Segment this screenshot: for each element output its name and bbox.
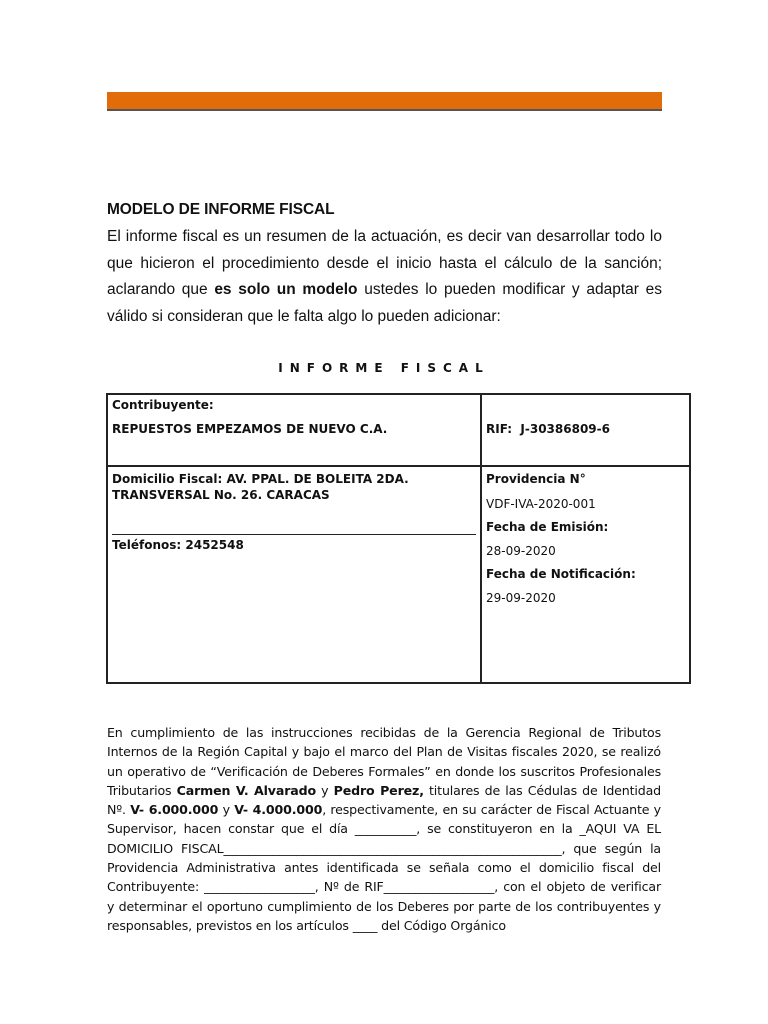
table-divider-left: [108, 465, 480, 467]
contribuyente-value: REPUESTOS EMPEZAMOS DE NUEVO C.A.: [112, 422, 388, 436]
intro-text-bold: es solo un modelo: [214, 281, 358, 298]
fecha-notificacion-label: Fecha de Notificación:: [486, 567, 636, 581]
domicilio-value-line2: TRANSVERSAL No. 26. CARACAS: [112, 488, 330, 502]
domicilio-line1: [112, 472, 409, 486]
telefonos-value: 2452548: [185, 538, 244, 552]
providencia-value: VDF-IVA-2020-001: [486, 497, 596, 511]
table-divider-right: [482, 465, 691, 467]
domicilio-label: Domicilio Fiscal:: [112, 472, 223, 486]
taxpayer-info-table: [106, 393, 691, 684]
rif-field: [486, 422, 610, 436]
table-divider-vertical: [480, 395, 482, 682]
body-text: , respectivamente, en su carácter de Fiscal Actuante y Supervisor, hacen constar que el día __________, se constituyeron en la _AQUI VA EL DOMICILIO FISCAL_______________________________________________________, que según la Providencia Administrativa antes identificada se señala como el domicilio fiscal del Contribuyente: __________________, Nº de RIF__________________, con el objeto de verificar y determinar el oportuno cumplimiento de los Deberes por parte de los contribuyentes y responsables, previstos en los artículos ____ del Código Orgánico: [107, 802, 661, 933]
intro-paragraph: [107, 224, 662, 330]
telefonos-field: [112, 538, 244, 552]
providencia-label: Providencia N°: [486, 472, 586, 486]
body-text: titulares de las Cédulas de Identidad Nº.: [107, 782, 662, 818]
report-heading: INFORME FISCAL: [278, 361, 490, 375]
domicilio-underline: [112, 534, 476, 535]
body-paragraph: [107, 723, 661, 935]
fecha-emision-label: Fecha de Emisión:: [486, 520, 609, 534]
fecha-notificacion-value: 29-09-2020: [486, 591, 556, 605]
intro-text-part1: El informe fiscal es un resumen de la actuación, es decir van desarrollar todo lo que hicieron el procedimiento desde el inicio hasta el cálculo de la sanción; aclarando que: [107, 228, 662, 298]
telefonos-label: Teléfonos:: [112, 538, 182, 552]
rif-label: RIF:: [486, 422, 513, 436]
fiscal-name: Carmen V. Alvarado: [176, 782, 316, 798]
domicilio-value-line1: AV. PPAL. DE BOLEITA 2DA.: [226, 472, 409, 486]
body-text: y: [315, 782, 334, 798]
body-text: y: [218, 802, 235, 818]
rif-value: J-30386809-6: [520, 422, 610, 436]
fecha-emision-value: 28-09-2020: [486, 544, 556, 558]
contribuyente-label: Contribuyente:: [112, 398, 214, 412]
document-title: MODELO DE INFORME FISCAL: [107, 201, 335, 218]
supervisor-id: V- 4.000.000: [234, 802, 323, 818]
header-accent-bar: [107, 92, 662, 111]
fiscal-id: V- 6.000.000: [130, 802, 219, 818]
body-text: En cumplimiento de las instrucciones recibidas de la Gerencia Regional de Tributos Internos de la Región Capital y bajo el marco del Plan de Visitas fiscales 2020, se realizó un operativo de “Verificación de Deberes Formales” en donde los suscritos Profesionales Tributarios: [107, 725, 661, 798]
supervisor-name: Pedro Perez,: [333, 782, 424, 798]
intro-text-part2: ustedes lo pueden modificar y adaptar es válido si consideran que le falta algo lo pueden adicionar:: [107, 281, 662, 325]
